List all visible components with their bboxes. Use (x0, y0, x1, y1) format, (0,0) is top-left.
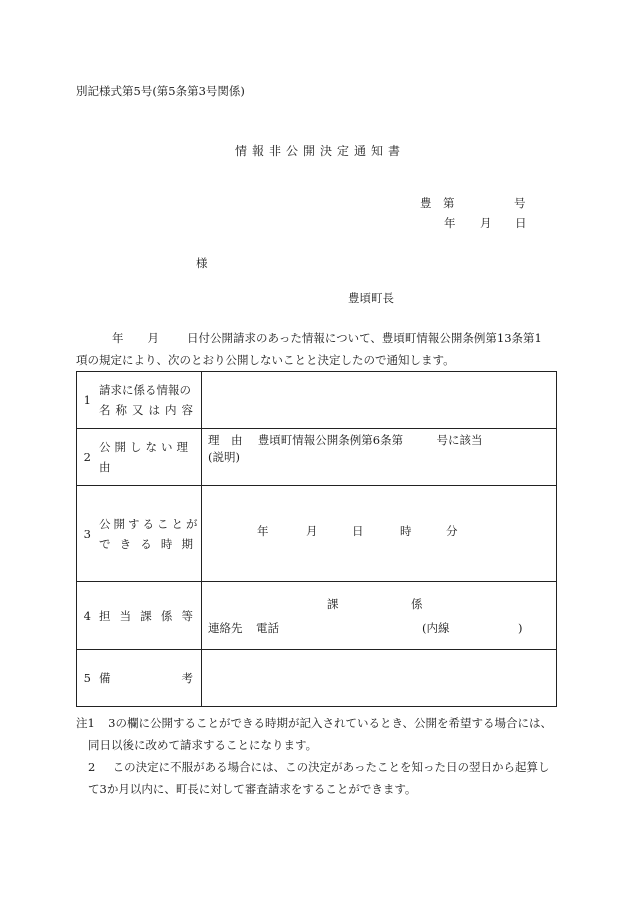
reason-prefix: 理 由 (208, 433, 243, 447)
time-year: 年 (257, 523, 269, 538)
table-row-3 (77, 486, 557, 582)
row-label-spread: 担 当 課 係 等 (99, 608, 193, 623)
extension-open: (内線 (422, 620, 450, 635)
body-month: 月 (147, 331, 159, 345)
disclosure-time-cell[interactable] (202, 486, 557, 582)
contact-label: 連絡先 (208, 620, 243, 635)
row-number: 3 (83, 526, 91, 541)
date-month-label: 月 (480, 216, 492, 230)
row-label: 公開しない理由 (99, 440, 192, 474)
note-2-marker: 2 (88, 760, 96, 774)
body-text-2: 項の規定により、次のとおり公開しないことと決定したので通知します。 (76, 353, 455, 367)
reason-cell[interactable] (202, 429, 557, 486)
remarks-cell[interactable] (202, 650, 557, 707)
time-month: 月 (306, 523, 318, 538)
phone-label: 電話 (256, 620, 279, 635)
row-number: 4 (83, 608, 91, 623)
body-text-1: 日付公開請求のあった情報について、豊頃町情報公開条例第13条第1 (187, 331, 542, 345)
row-label-spread: 名 称 又 は 内 容 (99, 403, 193, 417)
form-reference: 別記様式第5号(第5条第3号関係) (76, 84, 245, 98)
reason-suffix: 号に該当 (436, 433, 483, 447)
subsection-label: 係 (411, 596, 423, 611)
row-label-line: 請求に係る情報の (99, 383, 191, 397)
decision-table (76, 371, 557, 707)
note-1-line-1: 注1 3の欄に公開することができる時期が記入されているとき、公開を希望する場合には、 (76, 716, 552, 730)
notes-section (76, 712, 566, 800)
section-label: 課 (327, 596, 339, 611)
date-year-label: 年 (444, 216, 456, 230)
extension-close: ) (518, 620, 523, 635)
row-label-spread: 備 考 (99, 671, 193, 685)
row-number: 2 (83, 450, 91, 464)
row-label-spread: で き る 時 期 (99, 536, 193, 551)
explanation-label: (説明) (208, 450, 240, 464)
request-content-cell[interactable] (202, 372, 557, 429)
time-hour: 時 (400, 523, 412, 538)
time-day: 日 (352, 523, 364, 538)
table-row-5 (77, 650, 557, 707)
contact-cell[interactable] (202, 582, 557, 650)
body-year: 年 (112, 331, 124, 345)
table-row-1 (77, 372, 557, 429)
table-row-4 (77, 582, 557, 650)
reason-text: 豊頃町情報公開条例第6条第 (257, 433, 404, 447)
table-row-2 (77, 429, 557, 486)
addressee-suffix: 様 (196, 256, 208, 270)
body-paragraph (76, 327, 561, 371)
document-number-prefix: 豊 第 (420, 196, 455, 210)
document-title: 情報非公開決定通知書 (235, 144, 406, 158)
note-2-line-1: 2 この決定に不服がある場合には、この決定があったことを知った日の翌日から起算し (88, 760, 550, 774)
row-label-line: 公開することが (99, 516, 201, 531)
note-1-marker: 注1 (76, 716, 95, 730)
sender-name: 豊頃町長 (348, 291, 394, 305)
date-day-label: 日 (515, 216, 527, 230)
time-minute: 分 (446, 523, 458, 538)
note-1-line-2: 同日以後に改めて請求することになります。 (88, 738, 318, 752)
document-number-suffix: 号 (514, 196, 526, 210)
row-number: 5 (83, 671, 91, 685)
row-number: 1 (83, 393, 91, 407)
note-2-line-2: て3か月以内に、町長に対して審査請求をすることができます。 (88, 782, 417, 796)
